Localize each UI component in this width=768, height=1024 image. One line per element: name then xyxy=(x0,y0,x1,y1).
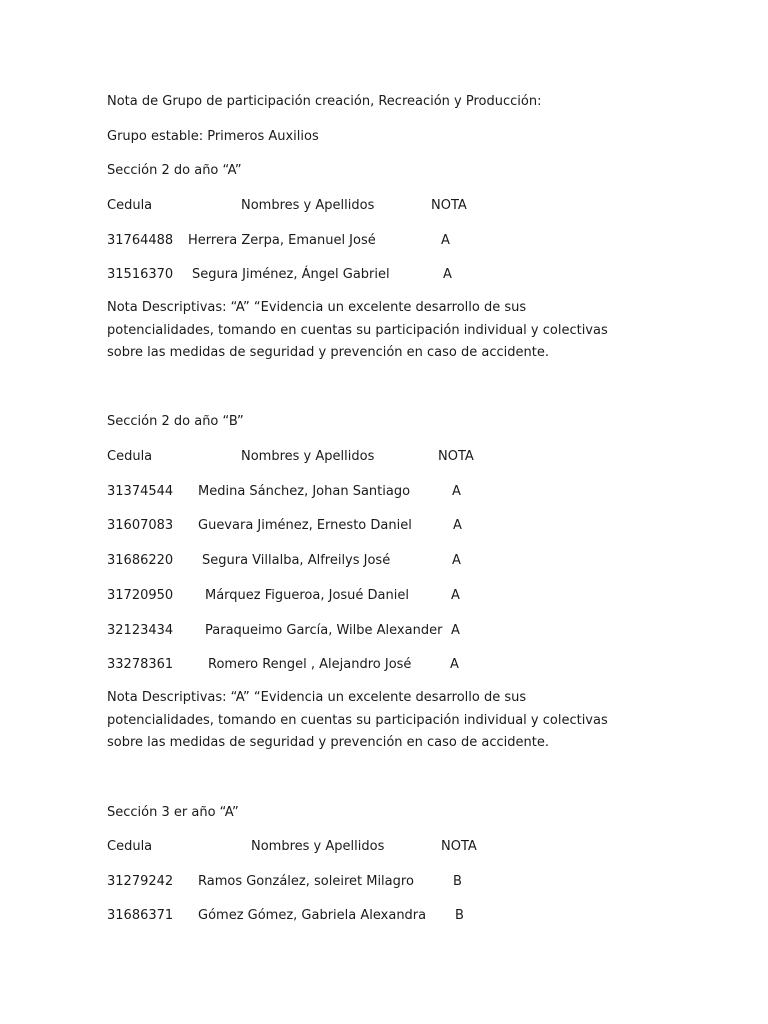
row-name: Paraqueimo García, Wilbe Alexander xyxy=(205,623,443,638)
row-grade: A xyxy=(452,553,461,568)
row-grade: A xyxy=(453,518,462,533)
row-cedula: 31607083 xyxy=(107,518,174,533)
column-header-cedula: Cedula xyxy=(107,198,153,213)
column-header-cedula: Cedula xyxy=(107,839,153,854)
row-name: Ramos González, soleiret Milagro xyxy=(198,874,414,889)
row-cedula: 31720950 xyxy=(107,588,174,603)
row-name: Segura Villalba, Alfreilys José xyxy=(202,553,391,568)
section-heading: Sección 2 do año “B” xyxy=(107,414,244,429)
row-cedula: 31279242 xyxy=(107,874,174,889)
row-grade: A xyxy=(450,657,459,672)
section-heading: Sección 2 do año “A” xyxy=(107,163,242,178)
row-grade: A xyxy=(451,623,460,638)
row-cedula: 32123434 xyxy=(107,623,174,638)
row-name: Romero Rengel , Alejandro José xyxy=(208,657,412,672)
group-label: Grupo estable: Primeros Auxilios xyxy=(107,129,319,144)
row-name: Guevara Jiménez, Ernesto Daniel xyxy=(198,518,412,533)
row-cedula: 31686220 xyxy=(107,553,174,568)
column-header-grade: NOTA xyxy=(438,449,474,464)
row-grade: A xyxy=(441,233,450,248)
section-heading: Sección 3 er año “A” xyxy=(107,805,239,820)
row-grade: B xyxy=(455,908,464,923)
row-name: Gómez Gómez, Gabriela Alexandra xyxy=(198,908,427,923)
descriptive-note: Nota Descriptivas: “A” “Evidencia un excelente desarrollo de sus potencialidades, tomando en cuentas su participación individual y colectivas sobre las medidas de seguridad y prevención en caso de accidente. xyxy=(107,300,608,360)
row-grade: A xyxy=(451,588,460,603)
column-header-grade: NOTA xyxy=(431,198,467,213)
row-name: Herrera Zerpa, Emanuel José xyxy=(188,233,376,248)
document-title: Nota de Grupo de participación creación, Recreación y Producción: xyxy=(107,94,542,109)
column-header-name: Nombres y Apellidos xyxy=(241,449,375,464)
row-name: Segura Jiménez, Ángel Gabriel xyxy=(192,267,390,282)
row-grade: A xyxy=(443,267,452,282)
row-cedula: 31764488 xyxy=(107,233,174,248)
row-grade: B xyxy=(453,874,462,889)
column-header-grade: NOTA xyxy=(441,839,477,854)
row-name: Márquez Figueroa, Josué Daniel xyxy=(205,588,409,603)
row-cedula: 31686371 xyxy=(107,908,174,923)
descriptive-note: Nota Descriptivas: “A” “Evidencia un excelente desarrollo de sus potencialidades, tomando en cuentas su participación individual y colectivas sobre las medidas de seguridad y prevención en caso de accidente. xyxy=(107,690,608,750)
row-name: Medina Sánchez, Johan Santiago xyxy=(198,484,411,499)
row-cedula: 31516370 xyxy=(107,267,174,282)
row-cedula: 33278361 xyxy=(107,657,174,672)
row-cedula: 31374544 xyxy=(107,484,174,499)
column-header-name: Nombres y Apellidos xyxy=(241,198,375,213)
column-header-cedula: Cedula xyxy=(107,449,153,464)
row-grade: A xyxy=(452,484,461,499)
column-header-name: Nombres y Apellidos xyxy=(251,839,385,854)
